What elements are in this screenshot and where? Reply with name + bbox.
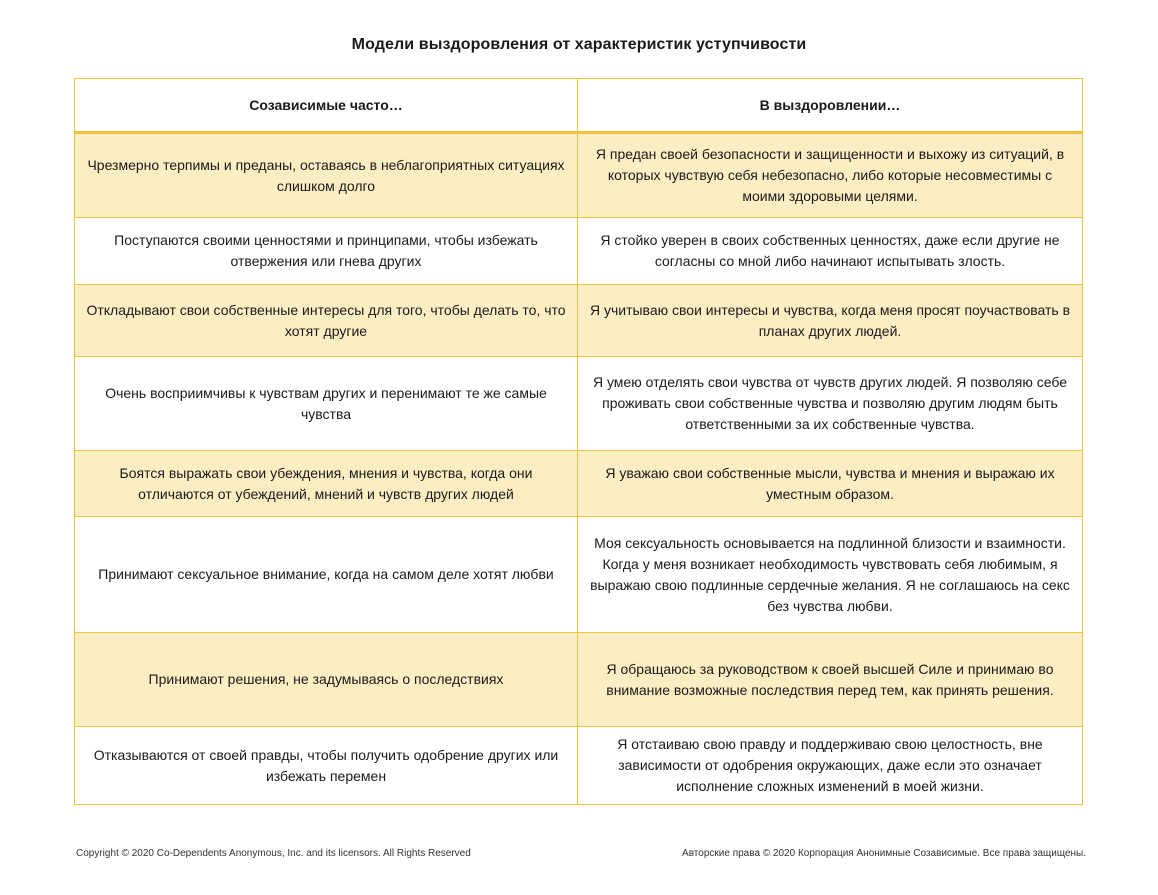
codependent-trait-cell: Боятся выражать свои убеждения, мнения и чувства, когда они отличаются от убеждений, мнений и чувств других людей xyxy=(75,451,578,517)
recovery-pattern-cell: Я обращаюсь за руководством к своей высшей Силе и принимаю во внимание возможные последствия перед тем, как принять решения. xyxy=(578,633,1083,727)
copyright-notice-russian: Авторские права © 2020 Корпорация Анонимные Созависимые. Все права защищены. xyxy=(682,848,1086,859)
table-row xyxy=(75,727,1083,805)
table-row xyxy=(75,218,1083,285)
traits-table-container xyxy=(74,78,1082,805)
header-recovery: В выздоровлении… xyxy=(578,79,1083,133)
recovery-pattern-cell: Я стойко уверен в своих собственных ценностях, даже если другие не согласны со мной либо начинают испытывать злость. xyxy=(578,218,1083,285)
recovery-pattern-cell: Моя сексуальность основывается на подлинной близости и взаимности. Когда у меня возникает необходимость чувствовать себя любимым, я выражаю свою подлинные сердечные желания. Я не соглашаюсь на секс без чувства любви. xyxy=(578,517,1083,633)
table-row xyxy=(75,285,1083,357)
header-codependents: Созависимые часто… xyxy=(75,79,578,133)
codependent-trait-cell: Принимают решения, не задумываясь о последствиях xyxy=(75,633,578,727)
recovery-pattern-cell: Я уважаю свои собственные мысли, чувства и мнения и выражаю их уместным образом. xyxy=(578,451,1083,517)
table-row xyxy=(75,133,1083,218)
codependent-trait-cell: Откладывают свои собственные интересы для того, чтобы делать то, что хотят другие xyxy=(75,285,578,357)
recovery-pattern-cell: Я отстаиваю свою правду и поддерживаю свою целостность, вне зависимости от одобрения окружающих, даже если это означает исполнение сложных изменений в моей жизни. xyxy=(578,727,1083,805)
recovery-pattern-cell: Я предан своей безопасности и защищенности и выхожу из ситуаций, в которых чувствую себя небезопасно, либо которые несовместимы с моими здоровыми целями. xyxy=(578,133,1083,218)
document-title: Модели выздоровления от характеристик уступчивости xyxy=(351,36,807,53)
codependent-trait-cell: Чрезмерно терпимы и преданы, оставаясь в неблагоприятных ситуациях слишком долго xyxy=(75,133,578,218)
table-row xyxy=(75,517,1083,633)
table-row xyxy=(75,451,1083,517)
codependent-trait-cell: Принимают сексуальное внимание, когда на самом деле хотят любви xyxy=(75,517,578,633)
codependent-trait-cell: Отказываются от своей правды, чтобы получить одобрение других или избежать перемен xyxy=(75,727,578,805)
recovery-pattern-cell: Я умею отделять свои чувства от чувств других людей. Я позволяю себе проживать свои собственные чувства и позволяю другим людям быть ответственными за их собственные чувства. xyxy=(578,357,1083,451)
traits-table xyxy=(74,78,1083,805)
copyright-notice-english: Copyright © 2020 Co-Dependents Anonymous, Inc. and its licensors. All Rights Reserved xyxy=(76,848,471,859)
recovery-pattern-cell: Я учитываю свои интересы и чувства, когда меня просят поучаствовать в планах других людей. xyxy=(578,285,1083,357)
codependent-trait-cell: Поступаются своими ценностями и принципами, чтобы избежать отвержения или гнева других xyxy=(75,218,578,285)
table-row xyxy=(75,357,1083,451)
table-header-row xyxy=(75,79,1083,133)
table-row xyxy=(75,633,1083,727)
codependent-trait-cell: Очень восприимчивы к чувствам других и перенимают те же самые чувства xyxy=(75,357,578,451)
